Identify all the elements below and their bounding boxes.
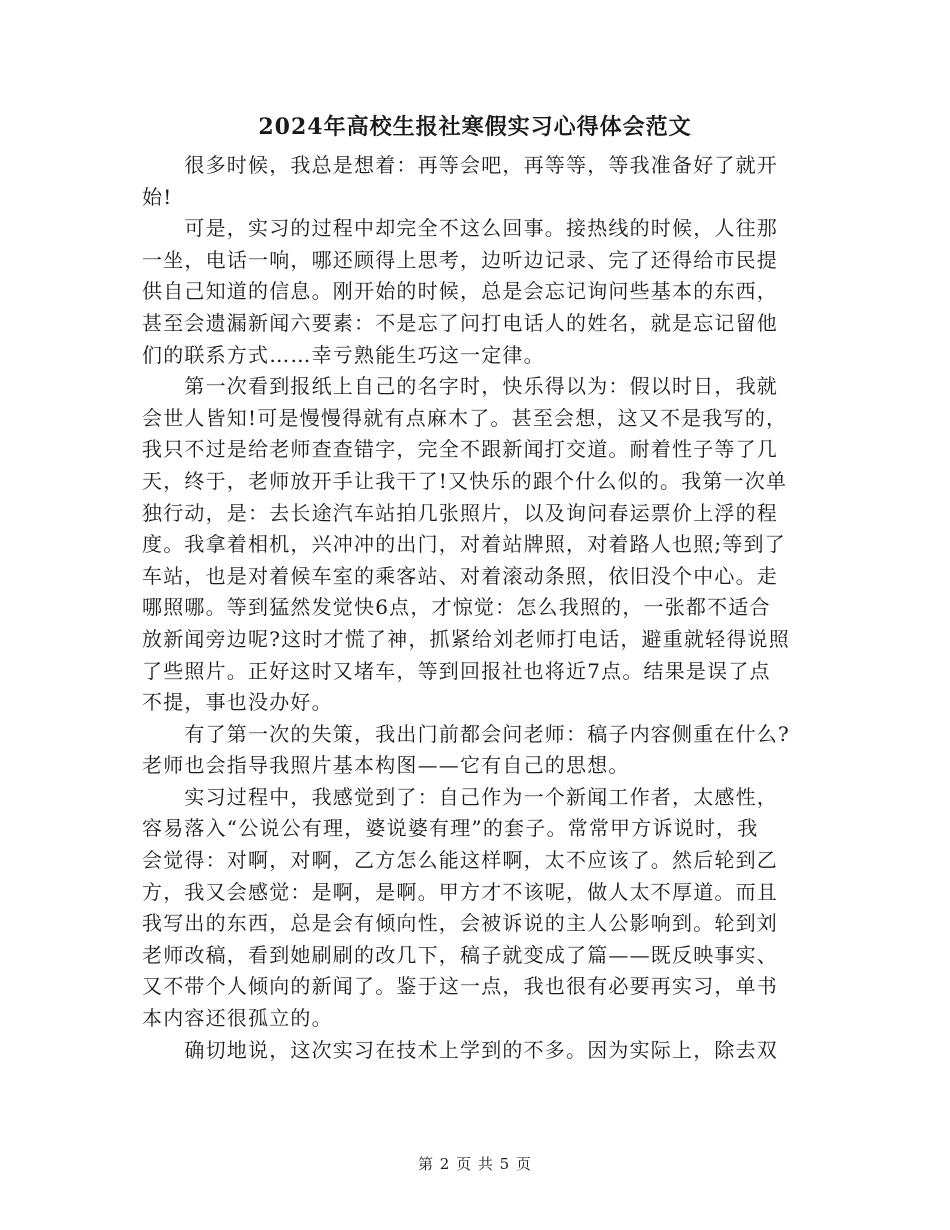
text-line: 第一次看到报纸上自己的名字时，快乐得以为：假以时日，我就 xyxy=(142,374,778,399)
text-line: 不提，事也没办好。 xyxy=(142,690,333,715)
text-line: 老师也会指导我照片基本构图——它有自己的思想。 xyxy=(142,753,630,778)
text-line: 可是，实习的过程中却完全不这么回事。接热线的时候，人往那 xyxy=(142,216,778,241)
text-line: 有了第一次的失策，我出门前都会问老师：稿子内容侧重在什么? xyxy=(142,721,790,746)
text-line: 确切地说，这次实习在技术上学到的不多。因为实际上，除去双 xyxy=(142,1037,778,1062)
text-line: 会世人皆知!可是慢慢得就有点麻木了。甚至会想，这又不是我写的， xyxy=(142,405,788,430)
text-line: 我写出的东西，总是会有倾向性，会被诉说的主人公影响到。轮到刘 xyxy=(142,911,778,936)
text-line: 容易落入“公说公有理，婆说婆有理”的套子。常常甲方诉说时，我 xyxy=(142,816,759,841)
text-line: 一坐，电话一响，哪还顾得上思考，边听边记录、完了还得给市民提 xyxy=(142,247,778,272)
text-line: 们的联系方式……幸亏熟能生巧这一定律。 xyxy=(142,342,545,367)
text-line: 天，终于，老师放开手让我干了!又快乐的跟个什么似的。我第一次单 xyxy=(142,468,788,493)
text-line: 甚至会遗漏新闻六要素：不是忘了问打电话人的姓名，就是忘记留他 xyxy=(142,310,778,335)
text-line: 度。我拿着相机，兴冲冲的出门，对着站牌照，对着路人也照;等到了 xyxy=(142,532,786,557)
text-line: 始! xyxy=(142,184,173,209)
text-line: 哪照哪。等到猛然发觉快6点，才惊觉：怎么我照的，一张都不适合 xyxy=(142,595,771,620)
text-line: 很多时候，我总是想着：再等会吧，再等等，等我准备好了就开 xyxy=(142,153,778,177)
text-line: 我只不过是给老师查查错字，完全不跟新闻打交道。耐着性子等了几 xyxy=(142,437,778,462)
document-title: 2024年高校生报社寒假实习心得体会范文 xyxy=(258,114,692,140)
text-line: 了些照片。正好这时又堵车，等到回报社也将近7点。结果是误了点 xyxy=(142,658,771,683)
text-line: 方，我又会感觉：是啊，是啊。甲方才不该呢，做人太不厚道。而且 xyxy=(142,879,778,904)
text-line: 老师改稿，看到她刷刷的改几下，稿子就变成了篇——既反映事实、 xyxy=(142,942,778,967)
text-line: 本内容还很孤立的。 xyxy=(142,1006,333,1031)
text-line: 又不带个人倾向的新闻了。鉴于这一点，我也很有必要再实习，单书 xyxy=(142,974,778,999)
page-number: 第 2 页 共 5 页 xyxy=(418,1155,532,1173)
document-body xyxy=(142,150,812,1066)
text-line: 车站，也是对着候车室的乘客站、对着滚动条照，依旧没个中心。走 xyxy=(142,563,778,588)
text-line: 供自己知道的信息。刚开始的时候，总是会忘记询问些基本的东西， xyxy=(142,279,778,304)
text-line: 实习过程中，我感觉到了：自己作为一个新闻工作者，太感性， xyxy=(142,784,778,809)
text-line: 会觉得：对啊，对啊，乙方怎么能这样啊，太不应该了。然后轮到乙 xyxy=(142,848,778,873)
text-line: 放新闻旁边呢?这时才慌了神，抓紧给刘老师打电话，避重就轻得说照 xyxy=(142,626,790,651)
text-line: 独行动，是：去长途汽车站拍几张照片，以及询问春运票价上浮的程 xyxy=(142,500,778,525)
